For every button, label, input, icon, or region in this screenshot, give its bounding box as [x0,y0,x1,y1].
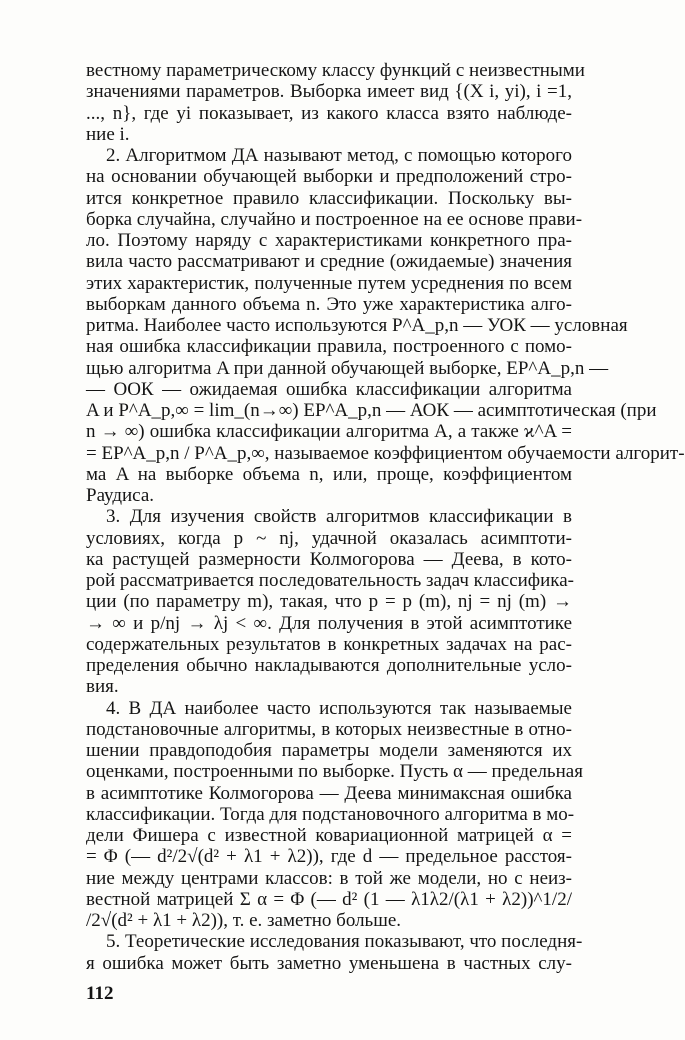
text-line: выборкам данного объема n. Это уже характеристика алго- [86,293,572,315]
page-number: 112 [86,983,114,1004]
text-line: я ошибка может быть заметно уменьшена в частных слу- [86,952,572,974]
text-line: условиях, когда p ~ nj, удачной оказалась асимптоти- [86,527,572,549]
text-line: /2√(d² + λ1 + λ2)), т. е. заметно больше. [86,910,402,931]
text-line: = Φ (— d²/2√(d² + λ1 + λ2)), где d — предельное расстоя- [86,846,572,868]
text-line: A и P^A_p,∞ = lim_(n→∞) EP^A_p,n — АОК — асимптотическая (при [86,400,657,421]
text-line: → ∞ и p/nj → λj < ∞. Для получения в этой асимптотике [86,612,572,634]
text-line: пределения обычно накладываются дополнительные усло- [86,655,572,676]
text-line: n → ∞) ошибка классификации алгоритма A, а также ϰ^A = [86,421,572,443]
text-line: борка случайна, случайно и построенное на ее основе прави- [86,208,583,230]
text-line: ма A на выборке объема n, или, проще, коэффициентом [86,463,572,485]
text-line: ние i. [86,123,130,145]
text-line: вестной матрицей Σ α = Φ (— d² (1 — λ1λ2/(λ1 + λ2))^1/2/ [86,888,572,910]
text-line: вестному параметрическому классу функций с неизвестными [86,60,585,81]
text-line: рой рассматривается последовательность задач классифика- [86,570,574,591]
text-line: оценками, построенными по выборке. Пусть α — предельная [86,761,583,783]
text-line: содержательных результатов в конкретных задачах на рас- [86,633,572,655]
text-line: ..., n}, где yi показывает, из какого класса взято наблюде- [86,102,572,124]
text-line: классификации. Тогда для подстановочного алгоритма в мо- [86,803,575,825]
text-line: 5. Теоретические исследования показывают, что последня- [106,931,583,953]
text-line: на основании обучающей выборки и предположений стро- [86,166,572,188]
text-line: ная ошибка классификации правила, построенного с помо- [86,336,572,358]
text-line: ка растущей размерности Колмогорова — Деева, в кото- [86,548,572,570]
text-line: = EP^A_p,n / P^A_p,∞, называемое коэффициентом обучаемости алгорит- [86,442,685,464]
text-line: 3. Для изучения свойств алгоритмов классификации в [106,506,572,528]
text-line: дели Фишера с известной ковариационной матрицей α = [86,825,572,846]
text-line: Раудиса. [86,485,155,506]
text-line: вила часто рассматривают и средние (ожидаемые) значения [86,251,572,273]
text-line: шении правдоподобия параметры модели заменяются их [86,740,572,761]
text-line: в асимптотике Колмогорова — Деева минимаксная ошибка [86,782,572,804]
body-text [86,60,685,974]
text-line: ло. Поэтому наряду с характеристиками конкретного пра- [86,230,572,251]
text-line: 2. Алгоритмом ДА называют метод, с помощью которого [106,145,572,166]
text-line: ние между центрами классов: в той же модели, но с неиз- [86,867,572,889]
text-line: значениями параметров. Выборка имеет вид {(X i, yi), i =1, [86,81,572,103]
text-line: этих характеристик, полученные путем усреднения по всем [86,272,572,294]
text-line: ритма. Наиболее часто используются P^A_p,n — УОК — условная [86,315,628,336]
text-line: ится конкретное правило классификации. Поскольку вы- [86,187,572,209]
text-line: — ООК — ожидаемая ошибка классификации алгоритма [86,378,572,400]
text-line: ции (по параметру m), такая, что p = p (m), nj = nj (m) → [86,591,572,613]
text-line: подстановочные алгоритмы, в которых неизвестные в отно- [86,718,572,740]
text-line: 4. В ДА наиболее часто используются так называемые [106,697,572,719]
text-line: вия. [86,676,119,698]
text-line: щью алгоритма A при данной обучающей выборке, EP^A_p,n — [86,357,609,379]
